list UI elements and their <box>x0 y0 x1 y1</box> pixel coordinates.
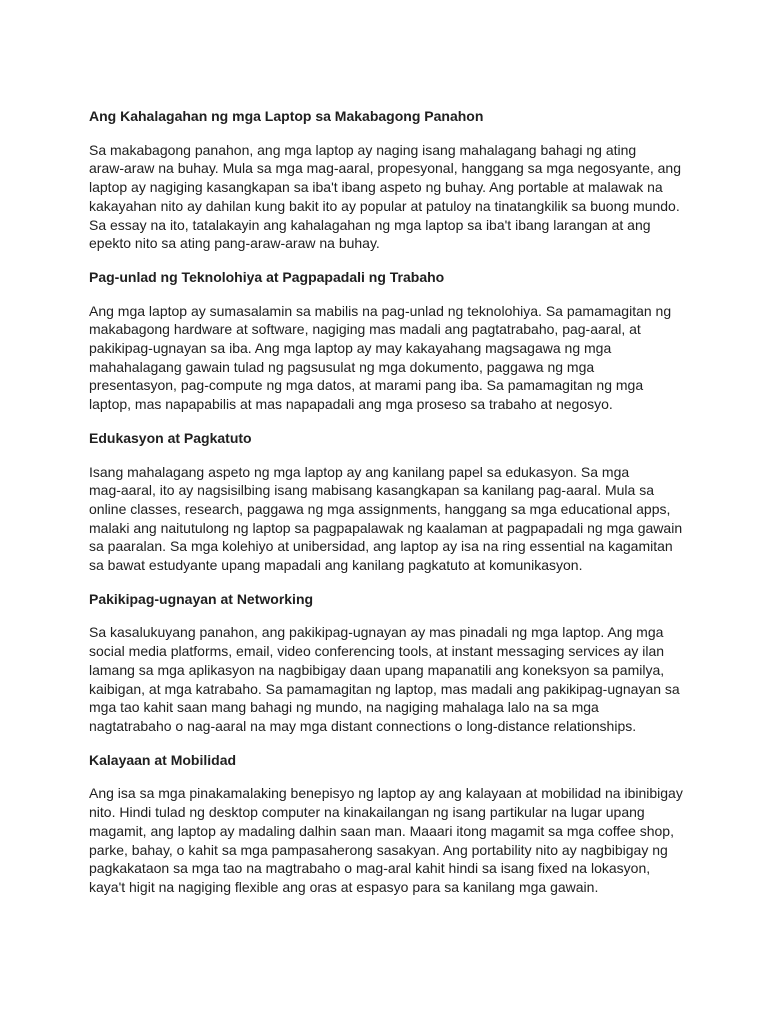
section-body-teknolohiya: Ang mga laptop ay sumasalamin sa mabilis na pag-unlad ng teknolohiya. Sa pamamagitan ng makabagong hardware at software, nagiging mas madali ang pagtatrabaho, pag-aaral, at pakikipag-ugnayan sa iba. Ang mga laptop ay may kakayahang magsagawa ng mga mahahalagang gawain tulad ng pagsusulat ng mga dokumento, paggawa ng mga presentasyon, pag-compute ng mga datos, at marami pang iba. Sa pamamagitan ng mga laptop, mas napapabilis at mas napapadali ang mga proseso sa trabaho at negosyo. <box>89 302 672 413</box>
section-body-mobilidad: Ang isa sa mga pinakamalaking benepisyo ng laptop ay ang kalayaan at mobilidad na ibinibigay nito. Hindi tulad ng desktop computer na kinakailangan ng isang partikular na lugar upang magamit, ang laptop ay madaling dalhin saan man. Maaari itong magamit sa mga coffee shop, parke, bahay, o kahit sa mga pampasaherong sasakyan. Ang portability nito ay nagbibigay ng pagkakataon sa mga tao na magtrabaho o mag-aral kahit hindi sa isang fixed na lokasyon, kaya't higit na nagiging flexible ang oras at espasyo para sa kanilang mga gawain. <box>89 785 683 895</box>
section-body-edukasyon: Isang mahalagang aspeto ng mga laptop ay ang kanilang papel sa edukasyon. Sa mga mag-aaral, ito ay nagsisilbing isang mabisang kasangkapan sa kanilang pag-aaral. Mula sa online classes, research, paggawa ng mga assignments, hanggang sa mga educational apps, malaki ang naitutulong ng laptop sa pagpapalawak ng kaalaman at pagpapadali ng mga gawain sa paaralan. Sa mga kolehiyo at unibersidad, ang laptop ay isa na ring essential na kagamitan sa bawat estudyante upang mapadali ang kanilang pagkatuto at komunikasyon. <box>89 463 683 574</box>
section-heading-mobilidad: Kalayaan at Mobilidad <box>89 751 237 768</box>
section-heading-edukasyon: Edukasyon at Pagkatuto <box>89 429 252 446</box>
section-body-networking: Sa kasalukuyang panahon, ang pakikipag-ugnayan ay mas pinadali ng mga laptop. Ang mga social media platforms, email, video conferencing tools, at instant messaging services ay ilan lamang sa mga aplikasyon na nagbibigay daan upang mapanatili ang koneksyon sa pamilya, kaibigan, at mga katrabaho. Sa pamamagitan ng laptop, mas madali ang pakikipag-ugnayan sa mga tao kahit saan mang bahagi ng mundo, na nagiging mahalaga lalo na sa mga nagtatrabaho o nag-aaral na may mga distant connections o long-distance relationships. <box>89 624 680 734</box>
section-heading-teknolohiya: Pag-unlad ng Teknolohiya at Pagpapadali ng Trabaho <box>89 268 445 285</box>
document-title: Ang Kahalagahan ng mga Laptop sa Makabagong Panahon <box>89 108 484 124</box>
section-heading-networking: Pakikipag-ugnayan at Networking <box>89 590 314 607</box>
document-page <box>89 107 689 897</box>
intro-paragraph: Sa makabagong panahon, ang mga laptop ay naging isang mahalagang bahagi ng ating araw-araw na buhay. Mula sa mga mag-aaral, propesyonal, hanggang sa mga negosyante, ang laptop ay nagiging kasangkapan sa iba't ibang aspeto ng buhay. Ang portable at malawak na kakayahan nito ay dahilan kung bakit ito ay popular at patuloy na tinatangkilik sa buong mundo. Sa essay na ito, tatalakayin ang kahalagahan ng mga laptop sa iba't ibang larangan at ang epekto nito sa ating pang-araw-araw na buhay. <box>89 141 681 252</box>
